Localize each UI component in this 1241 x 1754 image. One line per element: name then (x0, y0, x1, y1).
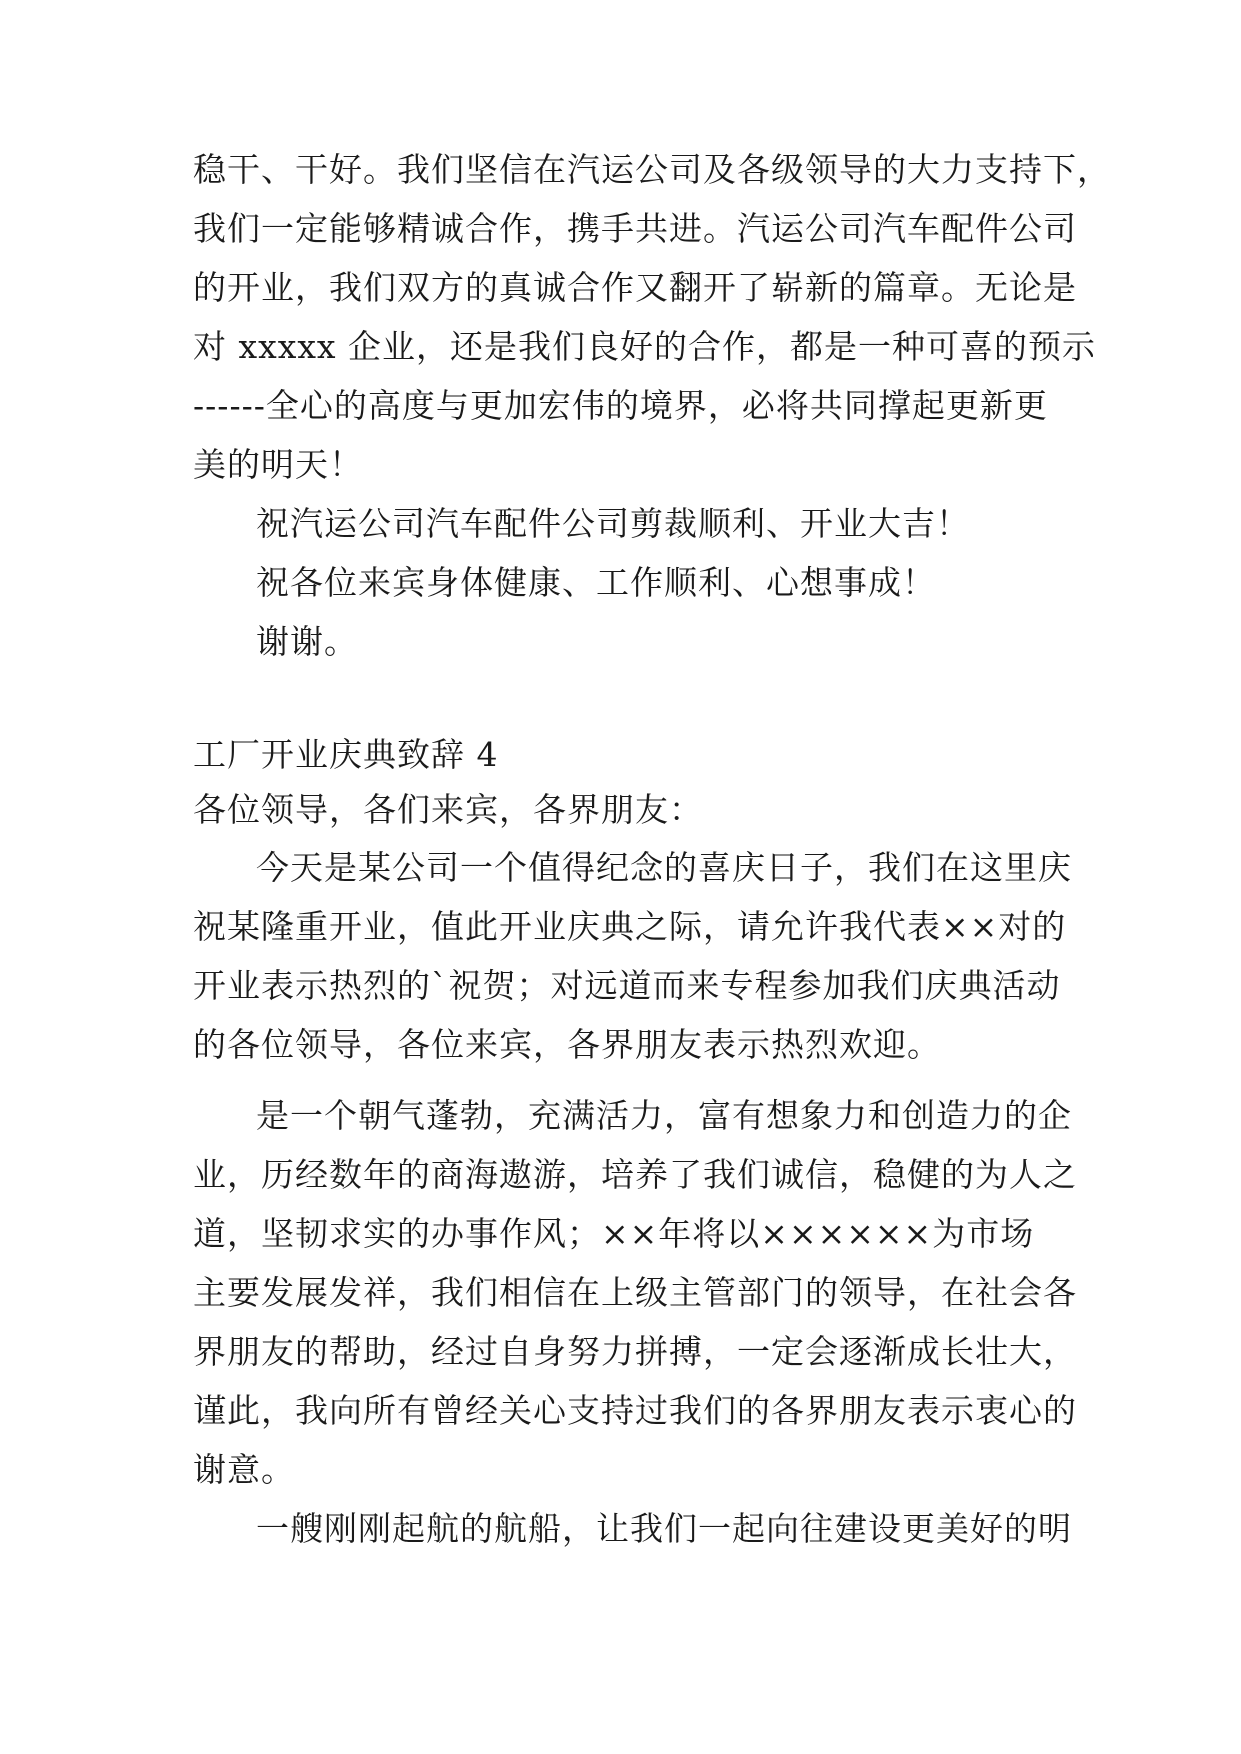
body-text-line: 美的明天！ (193, 445, 363, 484)
wish-line: 祝各位来宾身体健康、工作顺利、心想事成！ (256, 563, 936, 602)
body-text-line: 稳干、干好。我们坚信在汽运公司及各级领导的大力支持下， (193, 150, 1111, 189)
body-text-line: 主要发展发祥，我们相信在上级主管部门的领导，在社会各 (193, 1273, 1077, 1312)
body-text-line: 一艘刚刚起航的航船，让我们一起向往建设更美好的明 (256, 1509, 1072, 1548)
body-text-line: ------全心的高度与更加宏伟的境界，必将共同撑起更新更 (193, 386, 1048, 425)
body-text-line: 界朋友的帮助，经过自身努力拼搏，一定会逐渐成长壮大， (193, 1332, 1077, 1371)
body-text-line: 谢意。 (193, 1450, 295, 1489)
body-text-line: 对 xxxxx 企业，还是我们良好的合作，都是一种可喜的预示 (193, 327, 1097, 366)
body-text-line: 的开业，我们双方的真诚合作又翻开了崭新的篇章。无论是 (193, 268, 1077, 307)
body-text-line: 业，历经数年的商海遨游，培养了我们诚信，稳健的为人之 (193, 1155, 1077, 1194)
body-text-line: 是一个朝气蓬勃，充满活力，富有想象力和创造力的企 (256, 1096, 1072, 1135)
body-text-line: 谨此，我向所有曾经关心支持过我们的各界朋友表示衷心的 (193, 1391, 1077, 1430)
salutation: 各位领导，各们来宾，各界朋友： (193, 790, 703, 829)
wish-line: 祝汽运公司汽车配件公司剪裁顺利、开业大吉！ (256, 504, 970, 543)
body-text-line: 今天是某公司一个值得纪念的喜庆日子，我们在这里庆 (256, 848, 1072, 887)
body-text-line: 开业表示热烈的`祝贺；对远道而来专程参加我们庆典活动 (193, 966, 1061, 1005)
section-title: 工厂开业庆典致辞 4 (193, 735, 499, 774)
body-text-line: 道，坚韧求实的办事作风；××年将以××××××为市场 (193, 1214, 1035, 1253)
body-text-line: 的各位领导，各位来宾，各界朋友表示热烈欢迎。 (193, 1025, 941, 1064)
thanks-line: 谢谢。 (256, 622, 358, 661)
body-text-line: 我们一定能够精诚合作，携手共进。汽运公司汽车配件公司 (193, 209, 1077, 248)
body-text-line: 祝某隆重开业，值此开业庆典之际，请允许我代表××对的 (193, 907, 1067, 946)
